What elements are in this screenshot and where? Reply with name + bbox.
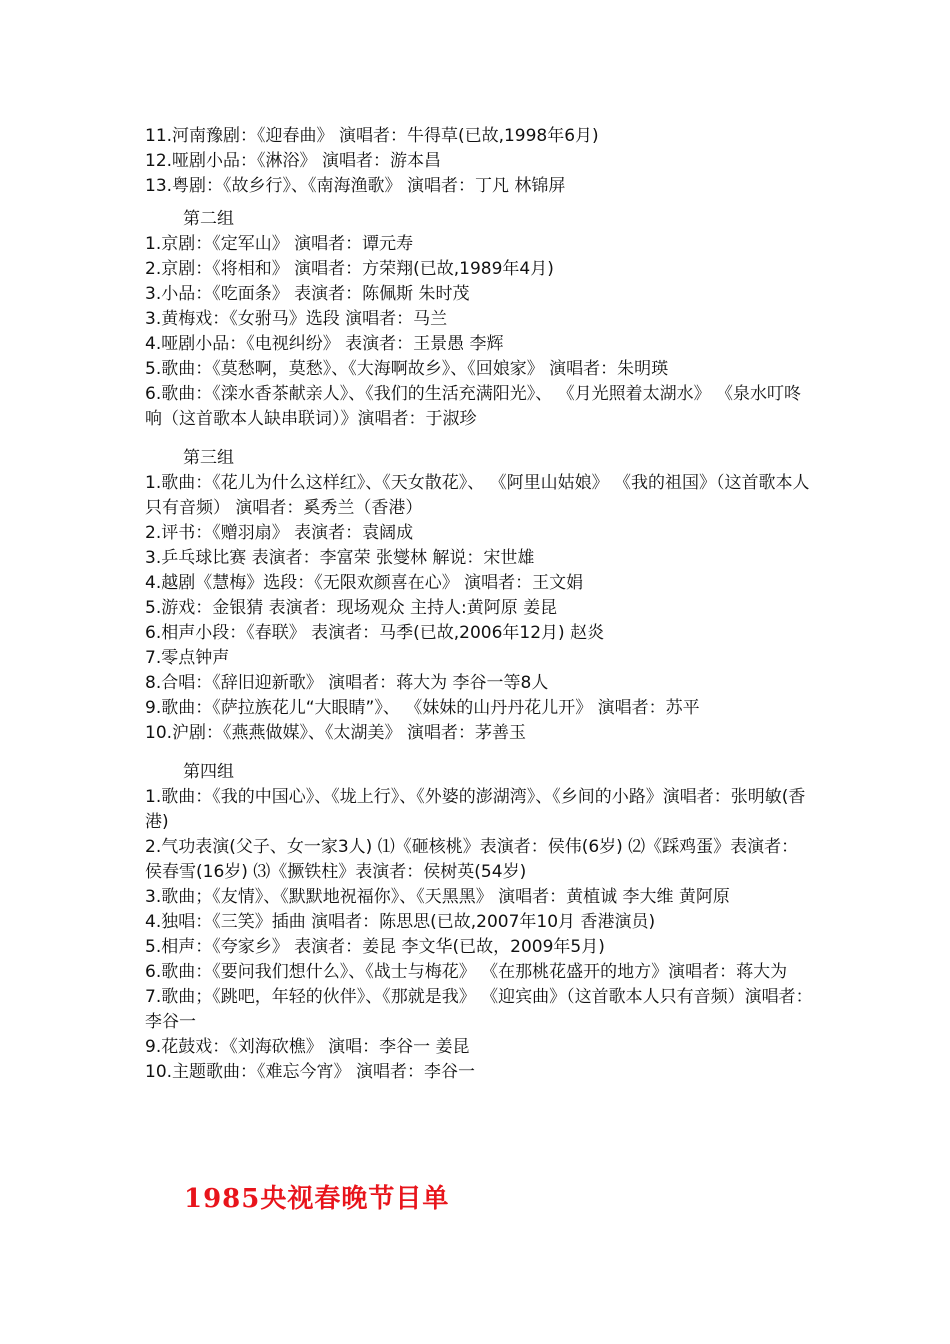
- program-line: 9.花鼓戏：《刘海砍樵》 演唱：李谷一 姜昆: [145, 1037, 470, 1057]
- program-line: 3.乒乓球比赛 表演者：李富荣 张燮林 解说：宋世雄: [145, 548, 535, 568]
- group-2-section: [145, 207, 815, 432]
- program-line: 6.歌曲：《滦水香茶献亲人》、《我们的生活充满阳光》、 《月光照着太湖水》 《泉水叮咚响（这首歌本人缺串联词）》演唱者：于淑珍: [145, 384, 802, 429]
- program-line: 6.相声小段：《春联》 表演者：马季(已故,2006年12月) 赵炎: [145, 623, 605, 643]
- program-line: 1.歌曲：《花儿为什么这样红》、《天女散花》、 《阿里山姑娘》 《我的祖国》（这首歌本人只有音频） 演唱者：奚秀兰（香港）: [145, 473, 810, 518]
- document-title: 1985央视春晚节目单: [184, 1184, 450, 1214]
- program-line: 4.独唱：《三笑》插曲 演唱者：陈思思(已故,2007年10月 香港演员): [145, 912, 656, 932]
- program-line: 7.歌曲；《跳吧，年轻的伙伴》、《那就是我》 《迎宾曲》（这首歌本人只有音频）演唱者：李谷一: [145, 987, 813, 1032]
- group-heading: 第四组: [183, 762, 234, 782]
- program-line: 1.歌曲：《我的中国心》、《垅上行》、《外婆的澎湖湾》、《乡间的小路》演唱者：张明敏(香港): [145, 787, 806, 832]
- program-line: 5.歌曲：《莫愁啊，莫愁》、《大海啊故乡》、《回娘家》 演唱者：朱明瑛: [145, 359, 669, 379]
- program-line: 3.歌曲；《友情》、《默默地祝福你》、《天黑黑》 演唱者：黄植诚 李大维 黄阿原: [145, 887, 730, 907]
- program-line: 2.评书：《赠羽扇》 表演者：袁阔成: [145, 523, 414, 543]
- program-list: [145, 124, 815, 1085]
- program-line: 10.沪剧：《燕燕做媒》、《太湖美》 演唱者：茅善玉: [145, 723, 526, 743]
- group-3-section: [145, 446, 815, 746]
- program-line: 10.主题歌曲：《难忘今宵》 演唱者：李谷一: [145, 1062, 475, 1082]
- program-line: 2.京剧：《将相和》 演唱者：方荣翔(已故,1989年4月): [145, 259, 554, 279]
- program-line: 4.越剧《慧梅》选段：《无限欢颜喜在心》 演唱者：王文娟: [145, 573, 584, 593]
- group-heading: 第三组: [183, 448, 234, 468]
- program-line: 7.零点钟声: [145, 648, 230, 668]
- program-line: 8.合唱：《辞旧迎新歌》 演唱者：蒋大为 李谷一等8人: [145, 673, 549, 693]
- program-line: 6.歌曲：《要问我们想什么》、《战士与梅花》 《在那桃花盛开的地方》演唱者：蒋大为: [145, 962, 788, 982]
- program-line: 1.京剧：《定军山》 演唱者：谭元寿: [145, 234, 414, 254]
- program-line: 9.歌曲：《萨拉族花儿“大眼睛”》、 《妹妹的山丹丹花儿开》 演唱者：苏平: [145, 698, 700, 718]
- intro-section: [145, 124, 815, 199]
- program-line: 4.哑剧小品：《电视纠纷》 表演者：王景愚 李辉: [145, 334, 504, 354]
- program-line: 2.气功表演(父子、女一家3人) ⑴《砸核桃》表演者：侯伟(6岁) ⑵《踩鸡蛋》表演者：侯春雪(16岁) ⑶《撅铁柱》表演者：侯树英(54岁): [145, 837, 799, 882]
- program-line: 3.小品：《吃面条》 表演者：陈佩斯 朱时茂: [145, 284, 470, 304]
- program-line: 12.哑剧小品：《淋浴》 演唱者：游本昌: [145, 151, 441, 171]
- group-4-section: [145, 760, 815, 1085]
- program-line: 13.粤剧：《故乡行》、《南海渔歌》 演唱者：丁凡 林锦屏: [145, 176, 566, 196]
- program-line: 3.黄梅戏：《女驸马》选段 演唱者：马兰: [145, 309, 448, 329]
- program-line: 5.相声：《夸家乡》 表演者：姜昆 李文华(已故，2009年5月): [145, 937, 605, 957]
- program-line: 5.游戏：金银猜 表演者：现场观众 主持人:黄阿原 姜昆: [145, 598, 558, 618]
- program-line: 11.河南豫剧：《迎春曲》 演唱者：牛得草(已故,1998年6月): [145, 126, 599, 146]
- group-heading: 第二组: [183, 209, 234, 229]
